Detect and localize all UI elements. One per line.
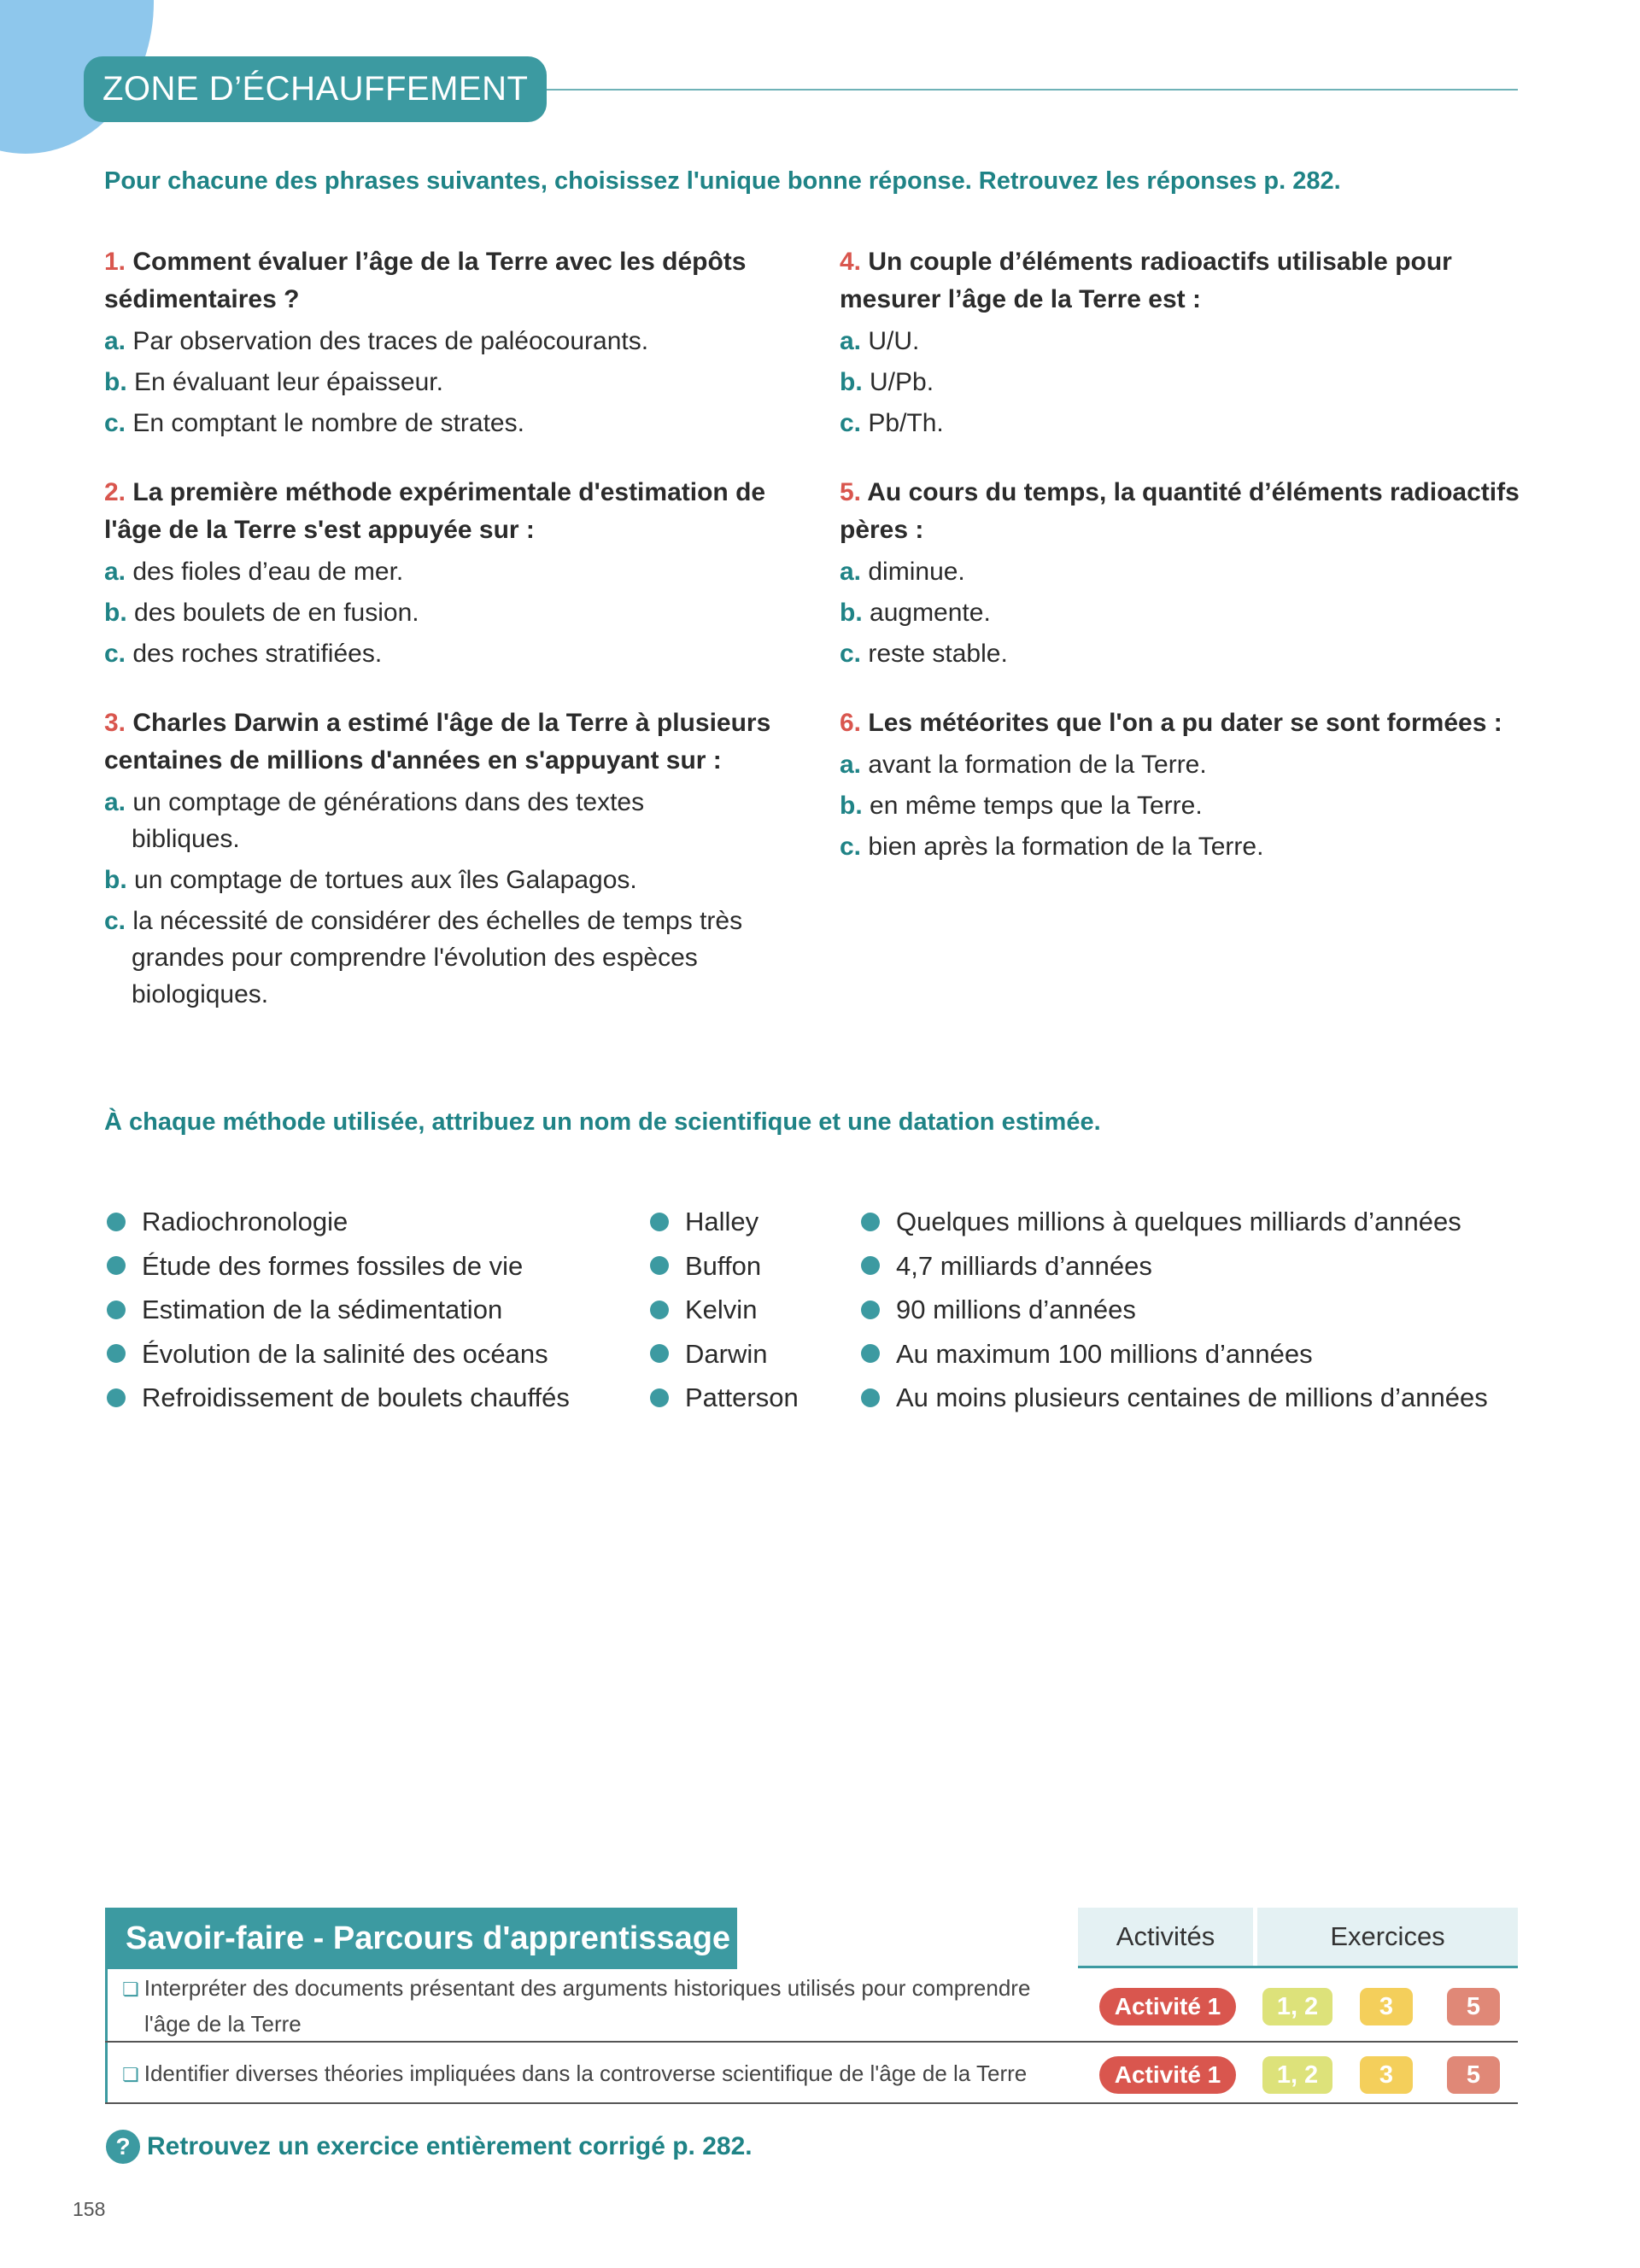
questions-left-column [104,243,788,1045]
question-number: 4. [840,248,862,276]
option-b[interactable]: b. En évaluant leur épaisseur. [104,368,443,396]
option-a[interactable]: a. U/U. [840,327,920,355]
datation-item[interactable]: Au moins plusieurs centaines de millions d’années [861,1376,1488,1420]
header-rule [1078,1966,1518,1968]
question-1 [104,243,788,441]
scientists-column [650,1200,799,1420]
scientist-item[interactable]: Patterson [650,1376,799,1420]
scientist-item[interactable]: Kelvin [650,1288,799,1332]
bullet-dot-icon [861,1256,880,1275]
question-number: 6. [840,709,862,737]
instruction-qcm: Pour chacune des phrases suivantes, choisissez l'unique bonne réponse. Retrouvez les réponses p. 282. [104,167,1341,195]
bullet-dot-icon [861,1213,880,1231]
option-c[interactable]: c. En comptant le nombre de strates. [104,409,524,437]
question-text: Au cours du temps, la quantité d’éléments radioactifs pères : [840,478,1520,544]
question-3 [104,704,788,1013]
method-item[interactable]: Refroidissement de boulets chauffés [107,1376,570,1420]
row-divider [105,2102,1518,2104]
option-b[interactable]: b. des boulets de en fusion. [104,599,419,627]
instruction-matching: À chaque méthode utilisée, attribuez un nom de scientifique et une datation estimée. [104,1108,1101,1136]
question-2 [104,474,788,672]
option-b[interactable]: b. en même temps que la Terre. [840,792,1203,820]
option-a[interactable]: a. diminue. [840,558,965,586]
table-row [105,2043,1518,2102]
activity-badge[interactable]: Activité 1 [1099,1988,1236,2025]
question-text: Comment évaluer l’âge de la Terre avec les dépôts sédimentaires ? [104,248,747,313]
method-item[interactable]: Radiochronologie [107,1200,570,1244]
question-5 [840,474,1523,672]
question-text: Les météorites que l'on a pu dater se sont formées : [868,709,1502,737]
bullet-dot-icon [650,1256,669,1275]
option-a[interactable]: a. un comptage de générations dans des textes bibliques. [104,788,645,853]
question-mark-icon: ? [106,2130,140,2164]
checkbox-icon[interactable]: ❏ [122,2064,139,2085]
option-c[interactable]: c. des roches stratifiées. [104,640,383,668]
option-c[interactable]: c. Pb/Th. [840,409,944,437]
exercise-badge[interactable]: 3 [1360,1988,1413,2025]
datation-item[interactable]: 90 millions d’années [861,1288,1488,1332]
bullet-dot-icon [650,1213,669,1231]
header-exercices: Exercices [1257,1908,1518,1966]
exercise-badge[interactable]: 3 [1360,2056,1413,2094]
datation-item[interactable]: Quelques millions à quelques milliards d’années [861,1200,1488,1244]
section-title: ZONE D’ÉCHAUFFEMENT [84,56,547,122]
methods-column [107,1200,570,1420]
option-c[interactable]: c. la nécessité de considérer des échelles de temps très grandes pour comprendre l'évolution des espèces biologiques. [104,907,743,1008]
question-text: Un couple d’éléments radioactifs utilisable pour mesurer l’âge de la Terre est : [840,248,1452,313]
bullet-dot-icon [107,1213,126,1231]
header-activites: Activités [1078,1908,1253,1966]
method-item[interactable]: Étude des formes fossiles de vie [107,1244,570,1289]
question-text: La première méthode expérimentale d'estimation de l'âge de la Terre s'est appuyée sur : [104,478,766,544]
method-item[interactable]: Évolution de la salinité des océans [107,1332,570,1377]
option-a[interactable]: a. des fioles d’eau de mer. [104,558,404,586]
datation-item[interactable]: 4,7 milliards d’années [861,1244,1488,1289]
option-b[interactable]: b. U/Pb. [840,368,934,396]
scientist-item[interactable]: Halley [650,1200,799,1244]
datations-column [861,1200,1488,1420]
question-number: 2. [104,478,126,506]
bullet-dot-icon [107,1388,126,1407]
question-text: Charles Darwin a estimé l'âge de la Terre à plusieurs centaines de millions d'années en s'appuyant sur : [104,709,771,775]
bullet-dot-icon [861,1388,880,1407]
skill-text: ❏ Interpréter des documents présentant des arguments historiques utilisés pour comprendre l'âge de la Terre [122,1975,1031,2037]
bullet-dot-icon [107,1301,126,1319]
table-row [105,1969,1518,2041]
savoir-faire-title: Savoir-faire - Parcours d'apprentissage [105,1908,737,1969]
option-a[interactable]: a. Par observation des traces de paléocourants. [104,327,649,355]
bullet-dot-icon [861,1344,880,1363]
option-a[interactable]: a. avant la formation de la Terre. [840,751,1207,779]
scientist-item[interactable]: Buffon [650,1244,799,1289]
exercise-badge[interactable]: 5 [1447,2056,1500,2094]
bullet-dot-icon [861,1301,880,1319]
activity-badge[interactable]: Activité 1 [1099,2056,1236,2094]
question-4 [840,243,1523,441]
bullet-dot-icon [107,1344,126,1363]
question-number: 3. [104,709,126,737]
exercise-badge[interactable]: 5 [1447,1988,1500,2025]
skill-text: ❏ Identifier diverses théories impliquées dans la controverse scientifique de l'âge de la Terre [122,2060,1028,2086]
option-b[interactable]: b. augmente. [840,599,991,627]
exercise-badge[interactable]: 1, 2 [1262,2056,1332,2094]
option-c[interactable]: c. reste stable. [840,640,1008,668]
question-number: 5. [840,478,862,506]
bullet-dot-icon [650,1388,669,1407]
checkbox-icon[interactable]: ❏ [122,1979,139,2000]
exercise-badge[interactable]: 1, 2 [1262,1988,1332,2025]
scientist-item[interactable]: Darwin [650,1332,799,1377]
question-6 [840,704,1523,865]
option-b[interactable]: b. un comptage de tortues aux îles Galapagos. [104,866,637,894]
page-number: 158 [73,2198,106,2220]
questions-right-column [840,243,1523,897]
bullet-dot-icon [650,1344,669,1363]
datation-item[interactable]: Au maximum 100 millions d’années [861,1332,1488,1377]
method-item[interactable]: Estimation de la sédimentation [107,1288,570,1332]
bullet-dot-icon [107,1256,126,1275]
option-c[interactable]: c. bien après la formation de la Terre. [840,833,1264,861]
bullet-dot-icon [650,1301,669,1319]
title-rule [512,89,1518,91]
question-number: 1. [104,248,126,276]
corrected-exercise-link[interactable]: Retrouvez un exercice entièrement corrigé p. 282. [147,2132,753,2160]
